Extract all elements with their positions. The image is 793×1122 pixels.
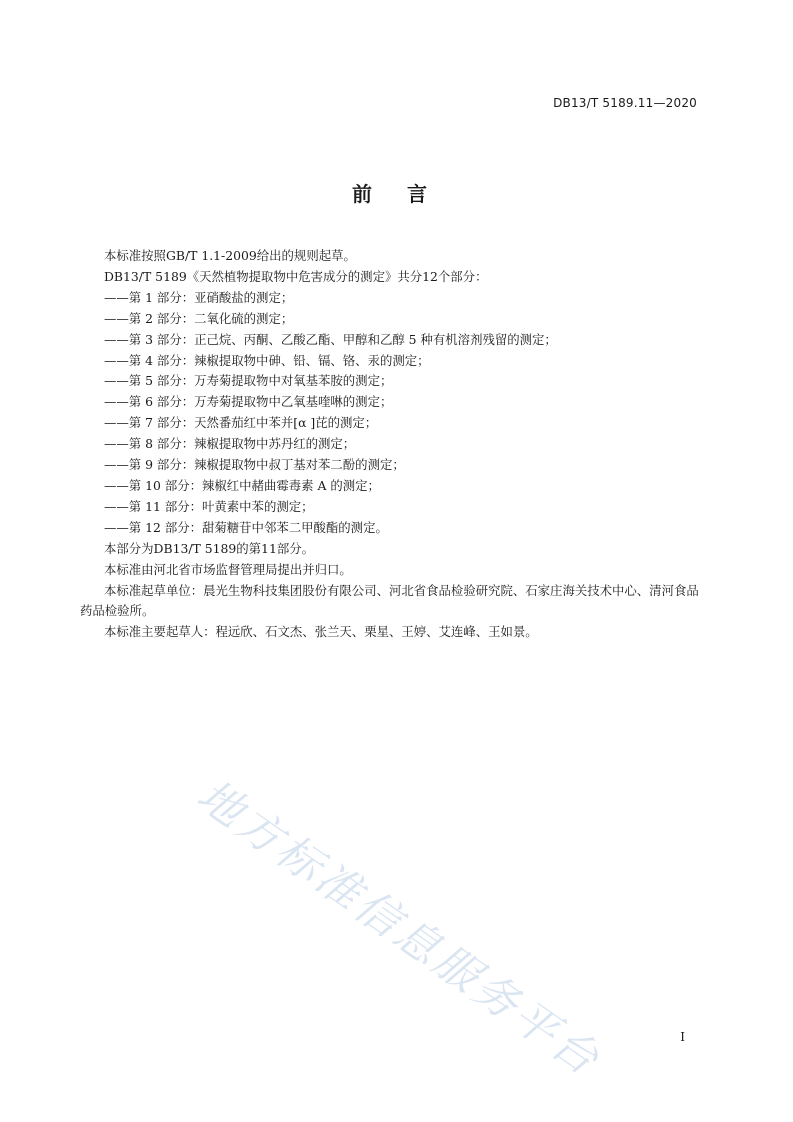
paragraph-drafters: 本标准主要起草人：程远欣、石文杰、张兰天、栗星、王婷、艾连峰、王如景。 — [104, 624, 538, 640]
paragraph-parts-intro: DB13/T 5189《天然植物提取物中危害成分的测定》共分12个部分： — [104, 268, 488, 284]
list-item: ——第 10 部分：辣椒红中赭曲霉毒素 A 的测定； — [104, 477, 380, 493]
list-item: ——第 7 部分：天然番茄红中苯并[α ]芘的测定； — [104, 415, 378, 431]
list-item: ——第 5 部分：万寿菊提取物中对氧基苯胺的测定； — [104, 373, 393, 389]
list-item: ——第 12 部分：甜菊糖苷中邻苯二甲酸酯的测定。 — [104, 519, 388, 535]
watermark: 地方标准信息服务平台 — [187, 769, 611, 1087]
foreword-body — [80, 246, 700, 643]
paragraph-drafting-units: 本标准起草单位：晨光生物科技集团股份有限公司、河北省食品检验研究院、石家庄海关技术中心、清河食品药品检验所。 — [80, 582, 699, 619]
list-item: ——第 9 部分：辣椒提取物中叔丁基对苯二酚的测定； — [104, 457, 405, 473]
paragraph-proposer: 本标准由河北省市场监督管理局提出并归口。 — [104, 561, 352, 577]
page-number: I — [680, 1030, 685, 1044]
list-item: ——第 4 部分：辣椒提取物中砷、铅、镉、铬、汞的测定； — [104, 352, 430, 368]
list-item: ——第 2 部分：二氧化硫的测定； — [104, 310, 294, 326]
list-item: ——第 11 部分：叶黄素中苯的测定； — [104, 498, 314, 514]
list-item: ——第 3 部分：正己烷、丙酮、乙酸乙酯、甲醇和乙醇 5 种有机溶剂残留的测定； — [104, 331, 557, 347]
paragraph-part-number: 本部分为DB13/T 5189的第11部分。 — [104, 540, 314, 556]
list-item: ——第 6 部分：万寿菊提取物中乙氧基喹啉的测定； — [104, 394, 393, 410]
document-code: DB13/T 5189.11—2020 — [553, 96, 697, 110]
list-item: ——第 8 部分：辣椒提取物中苏丹红的测定； — [104, 436, 356, 452]
page-title: 前 言 — [352, 182, 441, 206]
list-item: ——第 1 部分：亚硝酸盐的测定； — [104, 289, 294, 305]
paragraph-drafting-rules: 本标准按照GB/T 1.1-2009给出的规则起草。 — [104, 248, 356, 263]
